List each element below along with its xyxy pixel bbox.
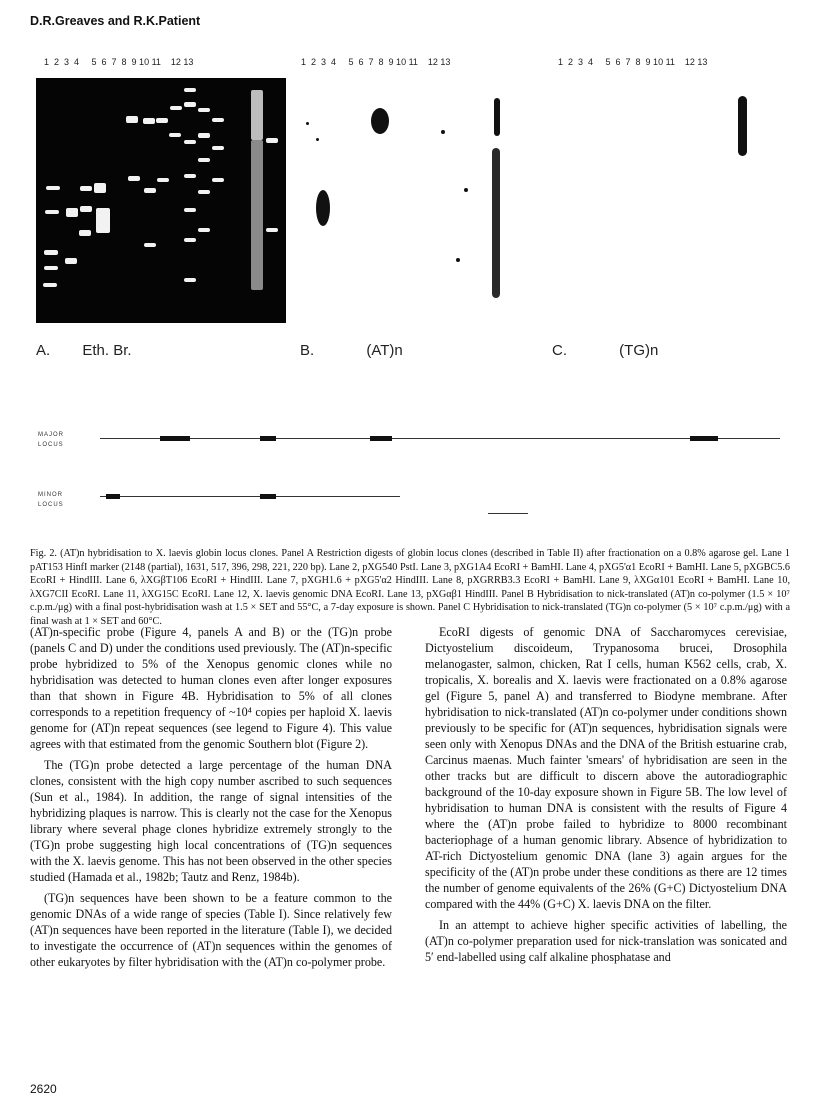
figure-caption: Fig. 2. (AT)n hybridisation to X. laevis globin locus clones. Panel A Restriction digests of globin locus clones (described in Table II) after fractionation on a 0.8% agarose gel. Lane 1 pAT153 HinfI marker (2148 (partial), 1631, 517, 396, 298, 221, 220 bp). Lane 2, pXG540 PstI. Lane 3, pXG1A4 EcoRI + BamHI. Lane 4, pXG5'α1 EcoRI + BamHI. Lane 5, pXGBC5.6 EcoRI + HindIII. Lane 6, λXGβT106 EcoRI + HindIII. Lane 7, pXGH1.6 + pXG5'α2 HindIII. Lane 8, pXGRRB3.3 EcoRI + BamHI. Lane 9, λXGα101 EcoRI + BamHI. Lane 10, λXG7CII EcoRI. Lane 11, λXG15C EcoRI. Lane 12, X. laevis genomic DNA EcoRI. Lane 13, pXGαβ1 HindIII. Panel B Hybridisation to nick-translated (AT)n co-polymer (1.5 × 10⁷ c.p.m./μg) with a final post-hybridisation wash at 1.5 × SET and 55°C, a 7-day exposure is shown. Panel C Hybridisation to nick-translated (TG)n co-polymer (5 × 10⁷ c.p.m./μg) with a final wash at 1 × SET and 60°C. <box>30 548 790 627</box>
major-locus-box <box>690 436 718 441</box>
minor-locus-box <box>260 494 276 499</box>
minor-locus-fragment <box>488 513 528 514</box>
panel-letter-c: C. <box>552 342 567 359</box>
left-column <box>30 624 392 975</box>
panel-label-a <box>36 342 132 359</box>
minor-locus-label: MINOR LOCUS <box>38 492 64 508</box>
major-locus-label: MAJOR LOCUS <box>38 432 64 448</box>
panel-label-c <box>552 342 658 359</box>
minor-locus-line <box>100 496 400 497</box>
minor-locus-box <box>106 494 120 499</box>
paragraph: (TG)n sequences have been shown to be a feature common to the genomic DNAs of a wide range of species (Table I). Since relatively few (AT)n sequences have been reported in the literature (Table I), we decided to investigate the occurrence of (AT)n sequences within the genomes of other eukaryotes by filter hybridisation with the (AT)n co-polymer probe. <box>30 891 392 969</box>
panel-label-b <box>300 342 403 359</box>
paragraph: In an attempt to achieve higher specific activities of labelling, the (AT)n co-polymer preparation used for nick-translation was sonicated and 5′ end-labelled using calf alkaline phosphatase and <box>425 918 787 964</box>
panel-letter-b: B. <box>300 342 315 359</box>
lane-numbers-c: 1 2 3 4 5 6 7 8 9 10 11 12 13 <box>558 57 708 67</box>
right-column <box>425 624 787 970</box>
panel-title-a: Eth. Br. <box>82 342 132 359</box>
gel-panel-a <box>36 78 286 323</box>
lane-numbers-b: 1 2 3 4 5 6 7 8 9 10 11 12 13 <box>301 57 451 67</box>
major-locus-box <box>370 436 392 441</box>
lane-numbers-a: 1 2 3 4 5 6 7 8 9 10 11 12 13 <box>44 57 194 67</box>
paragraph: The (TG)n probe detected a large percentage of the human DNA clones, consistent with the high copy number ascribed to such sequences (Sun et al., 1984). In addition, the range of signal intensities of the hybridizing plaques is narrow. This is clearly not the case for the Xenopus library where several phage clones hybridize extremely strongly to the (TG)n probe suggesting high local concentrations of (TG)n sequences with the X. laevis genome. This has not been observed in the other species studied (Hamada et al., 1982b; Tautz and Renz, 1984b). <box>30 758 392 884</box>
panel-letter-a: A. <box>36 342 51 359</box>
major-locus-line <box>100 438 780 439</box>
panel-title-b: (AT)n <box>366 342 403 359</box>
paragraph: (AT)n-specific probe (Figure 4, panels A and B) or the (TG)n probe (panels C and D) under the conditions used previously. The (AT)n-specific probe hybridized to 5% of the Xenopus genomic clones while no hybridisation was detected to human clones even after longer exposures than that shown in Figure 4B. Hybridisation to 5% of all clones corresponds to a repetition frequency of ~10⁴ copies per haploid X. laevis genome for (AT)n repeat sequences (see legend to Figure 4). This value agrees with that estimated from the genomic Southern blot (Figure 2). <box>30 625 392 751</box>
panel-title-c: (TG)n <box>619 342 659 359</box>
major-locus-box <box>260 436 276 441</box>
running-header: D.R.Greaves and R.K.Patient <box>30 14 201 28</box>
autorad-panel-b <box>296 78 546 323</box>
major-locus-box <box>160 436 190 441</box>
paragraph: EcoRI digests of genomic DNA of Saccharomyces cerevisiae, Dictyostelium discoideum, Trypanosoma brucei, Drosophila melanogaster, salmon, chicken, Rat I cells, human K562 cells, crab, X. tropicalis, X. borealis and X. laevis were fractionated on a 0.8% agarose gel (Figure 5, panel A) and transferred to Biodyne membrane. After hybridisation to nick-translated (AT)n co-polymer under conditions shown previously to be specific for (AT)n sequences, hybridisation signals were seen only with Xenopus DNAs and the DNA of the British estuarine crab, Carcinus maenas. Much fainter 'smears' of hybridisation are seen in the other tracks but are difficult to discern above the autoradiographic background of the 10-day exposure shown in Figure 5B. The low level of hybridisation to human DNA is consistent with the results of Figure 4 where the (AT)n probe failed to hybridize to 8000 recombinant bacteriophage of a human genomic library. Absence of hybridization to AT-rich Dictyostelium genomic DNA (lane 3) again argues for the specificity of the (AT)n probe under these conditions as there are 12 times the number of genome equivalents of the 26% (G+C) Dictyostelium DNA compared with the 44% (G+C) X. laevis DNA on the filter. <box>425 625 787 911</box>
page-number: 2620 <box>30 1082 57 1096</box>
autorad-panel-c <box>552 78 802 323</box>
